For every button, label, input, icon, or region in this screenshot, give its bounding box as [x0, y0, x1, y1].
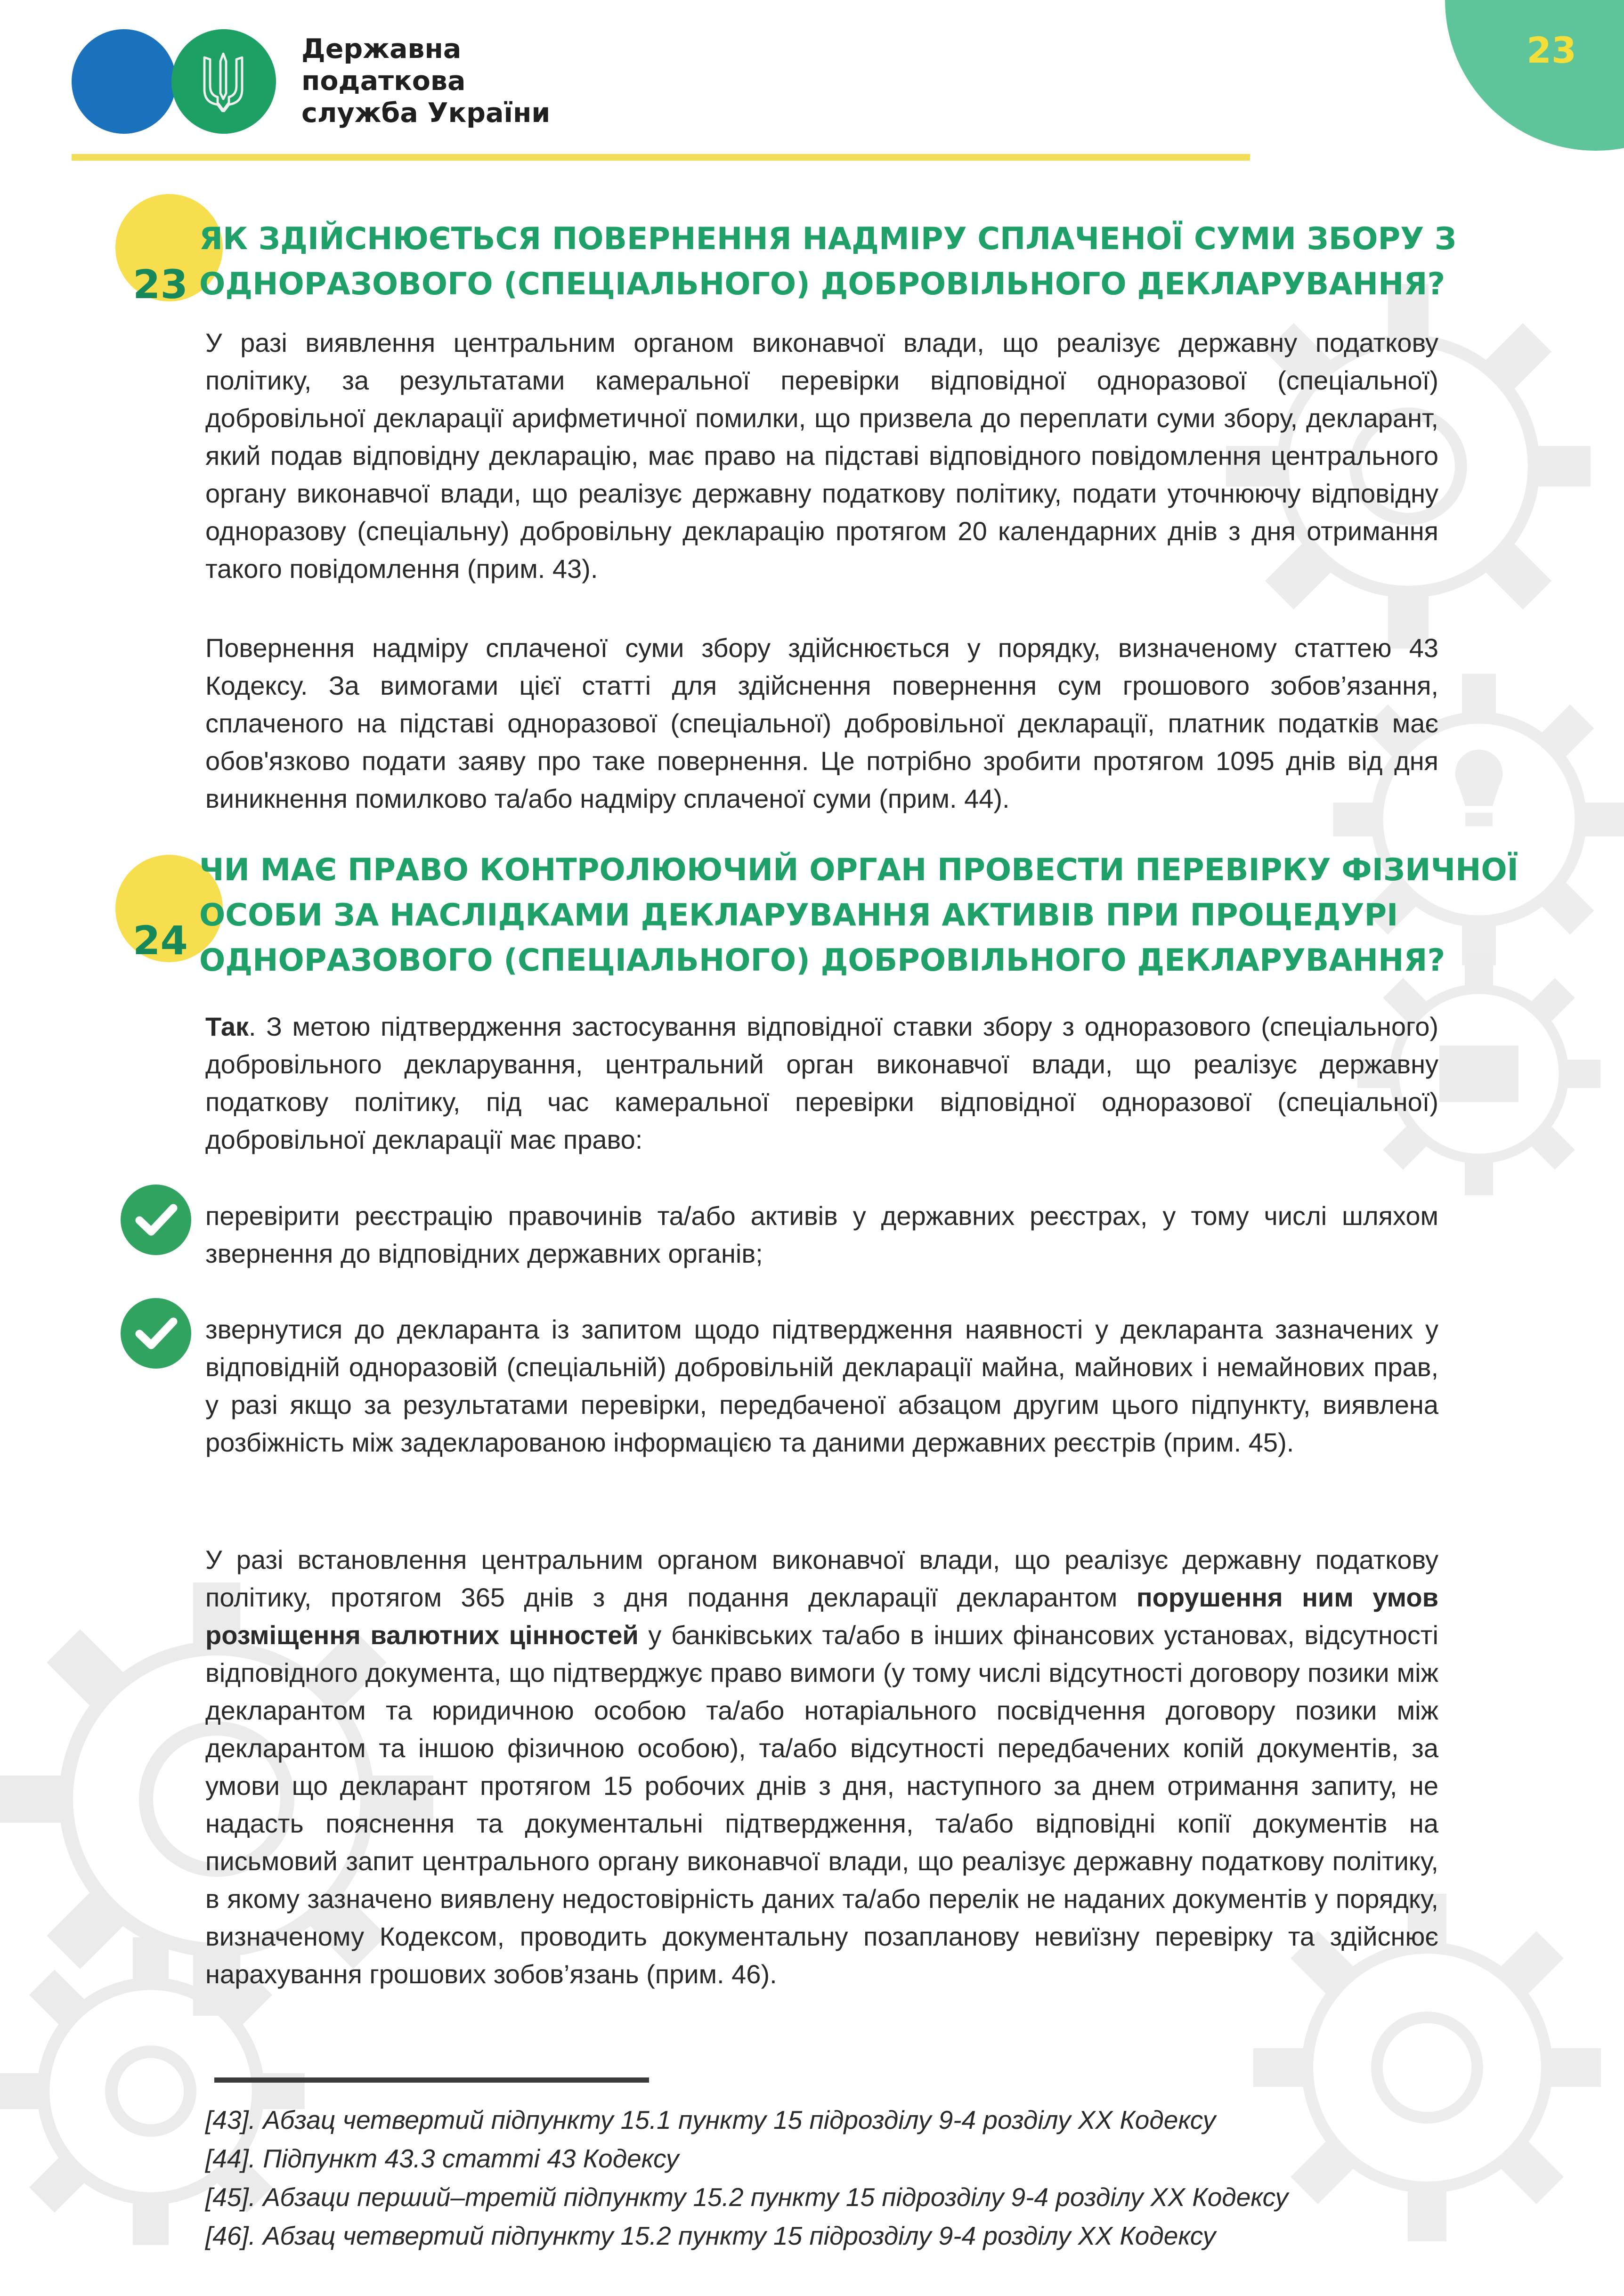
trident-icon	[197, 52, 250, 112]
header-divider	[72, 154, 1250, 161]
footnote: [44]. Підпункт 43.3 статті 43 Кодексу	[205, 2144, 679, 2173]
heading-line: ЯК ЗДІЙСНЮЄТЬСЯ ПОВЕРНЕННЯ НАДМІРУ СПЛАЧЕНОЇ СУМИ ЗБОРУ З	[199, 221, 1457, 257]
section-heading	[199, 217, 1456, 307]
page-number: 23	[1527, 29, 1576, 71]
org-name-line: податкова	[301, 65, 466, 97]
org-name-line: Державна	[301, 33, 462, 65]
paragraph-bold-text: порушення ним умов розміщення валютних цінностей	[205, 1582, 1439, 1650]
section-heading	[199, 848, 1518, 983]
footnotes	[205, 2101, 1288, 2255]
heading-line: ОДНОРАЗОВОГО (СПЕЦІАЛЬНОГО) ДОБРОВІЛЬНОГО ДЕКЛАРУВАННЯ?	[199, 943, 1445, 978]
paragraph: Повернення надміру сплаченої суми збору здійснюється у порядку, визначеному статтею 43 Кодексу. За вимогами цієї статті для здійснення повернення сум грошового зобов’язання, сплаченого на підставі одноразової (спеціальної) добровільної декларації, платник податків має обов'язково подати заяву про таке повернення. Це потрібно зробити протягом 1095 днів від дня виникнення помилково та/або надміру сплаченої суми (прим. 44).	[205, 633, 1438, 813]
answer-bold: Так	[205, 1012, 249, 1041]
org-name-line: служба України	[301, 97, 551, 129]
answer-text: . З метою підтвердження застосування відповідної ставки збору з одноразового (спеціального) добровільного декларування, центральний орган виконавчої влади, що реалізує державну податкову політику, під час камеральної перевірки відповідної одноразової (спеціальної) добровільної декларації має право:	[205, 1012, 1438, 1154]
logo-blue-circle	[72, 29, 176, 134]
paragraph	[205, 1541, 1438, 1993]
footnote-divider	[214, 2077, 649, 2083]
checkmark-icon	[121, 1185, 191, 1255]
footnote: [45]. Абзаци перший–третій підпункту 15.2 пункту 15 підрозділу 9-4 розділу XX Кодексу	[205, 2182, 1289, 2212]
paragraph: У разі виявлення центральним органом виконавчої влади, що реалізує державну податкову політику, за результатами камеральної перевірки відповідної одноразової (спеціальної) добровільної декларації арифметичної помилки, що призвела до переплати суми збору, декларант, який подав відповідну декларацію, має право на підставі відповідного повідомлення центрального органу виконавчої влади, що реалізує державну податкову політику, подати уточнюючу відповідну одноразову (спеціальну) добровільну декларацію протягом 20 календарних днів з дня отримання такого повідомлення (прим. 43).	[205, 328, 1438, 584]
heading-line: ОДНОРАЗОВОГО (СПЕЦІАЛЬНОГО) ДОБРОВІЛЬНОГО ДЕКЛАРУВАННЯ?	[199, 267, 1445, 302]
bullet-item: звернутися до декларанта із запитом щодо підтвердження наявності у декларанта зазначених у відповідній одноразовій (спеціальній) добровільній декларації майна, майнових і немайнових прав, у разі якщо за результатами перевірки, передбаченої абзацом другим цього підпункту, виявлена розбіжність між задекларованою інформацією та даними державних реєстрів (прим. 45).	[205, 1314, 1438, 1457]
footnote: [46]. Абзац четвертий підпункту 15.2 пункту 15 підрозділу 9-4 розділу XX Кодексу	[205, 2221, 1216, 2250]
footnote: [43]. Абзац четвертий підпункту 15.1 пункту 15 підрозділу 9-4 розділу XX Кодексу	[205, 2105, 1216, 2134]
paragraph	[205, 1008, 1438, 1159]
paragraph-text: у банківських та/або в інших фінансових установах, відсутності відповідного документа, що підтверджує право вимоги (у тому числі відсутності договору позики між декларантом та юридичною особою та/або нотаріального посвідчення договору позики між декларантом та іншою фізичною особою), та/або відсутності передбачених копій документів, за умови що декларант протягом 15 робочих днів з дня, наступного за днем отримання запиту, не надасть пояснення та документальні підтвердження, та/або відповідні копії документів на письмовий запит центрального органу виконавчої влади, що реалізує державну податкову політику, в якому зазначено виявлену недостовірність даних та/або перелік не наданих документів у порядку, визначеному Кодексом, проводить документальну позапланову невиїзну перевірку та здійснює нарахування грошових зобов’язань (прим. 46).	[205, 1620, 1438, 1989]
section-number: 24	[133, 917, 188, 964]
organization-name	[301, 33, 550, 129]
paragraph-text: У разі встановлення центральним органом виконавчої влади, що реалізує державну податкову політику, протягом 365 днів з дня подання декларації декларантом	[205, 1545, 1438, 1612]
bullet-item: перевірити реєстрацію правочинів та/або активів у державних реєстрах, у тому числі шляхом звернення до відповідних державних органів;	[205, 1201, 1438, 1268]
page-number-tab	[1445, 0, 1624, 151]
heading-line: ЧИ МАЄ ПРАВО КОНТРОЛЮЮЧИЙ ОРГАН ПРОВЕСТИ ПЕРЕВІРКУ ФІЗИЧНОЇ	[199, 852, 1518, 888]
checkmark-icon	[121, 1298, 191, 1369]
section-number: 23	[133, 261, 188, 308]
heading-line: ОСОБИ ЗА НАСЛІДКАМИ ДЕКЛАРУВАННЯ АКТИВІВ ПРИ ПРОЦЕДУРІ	[199, 898, 1398, 933]
